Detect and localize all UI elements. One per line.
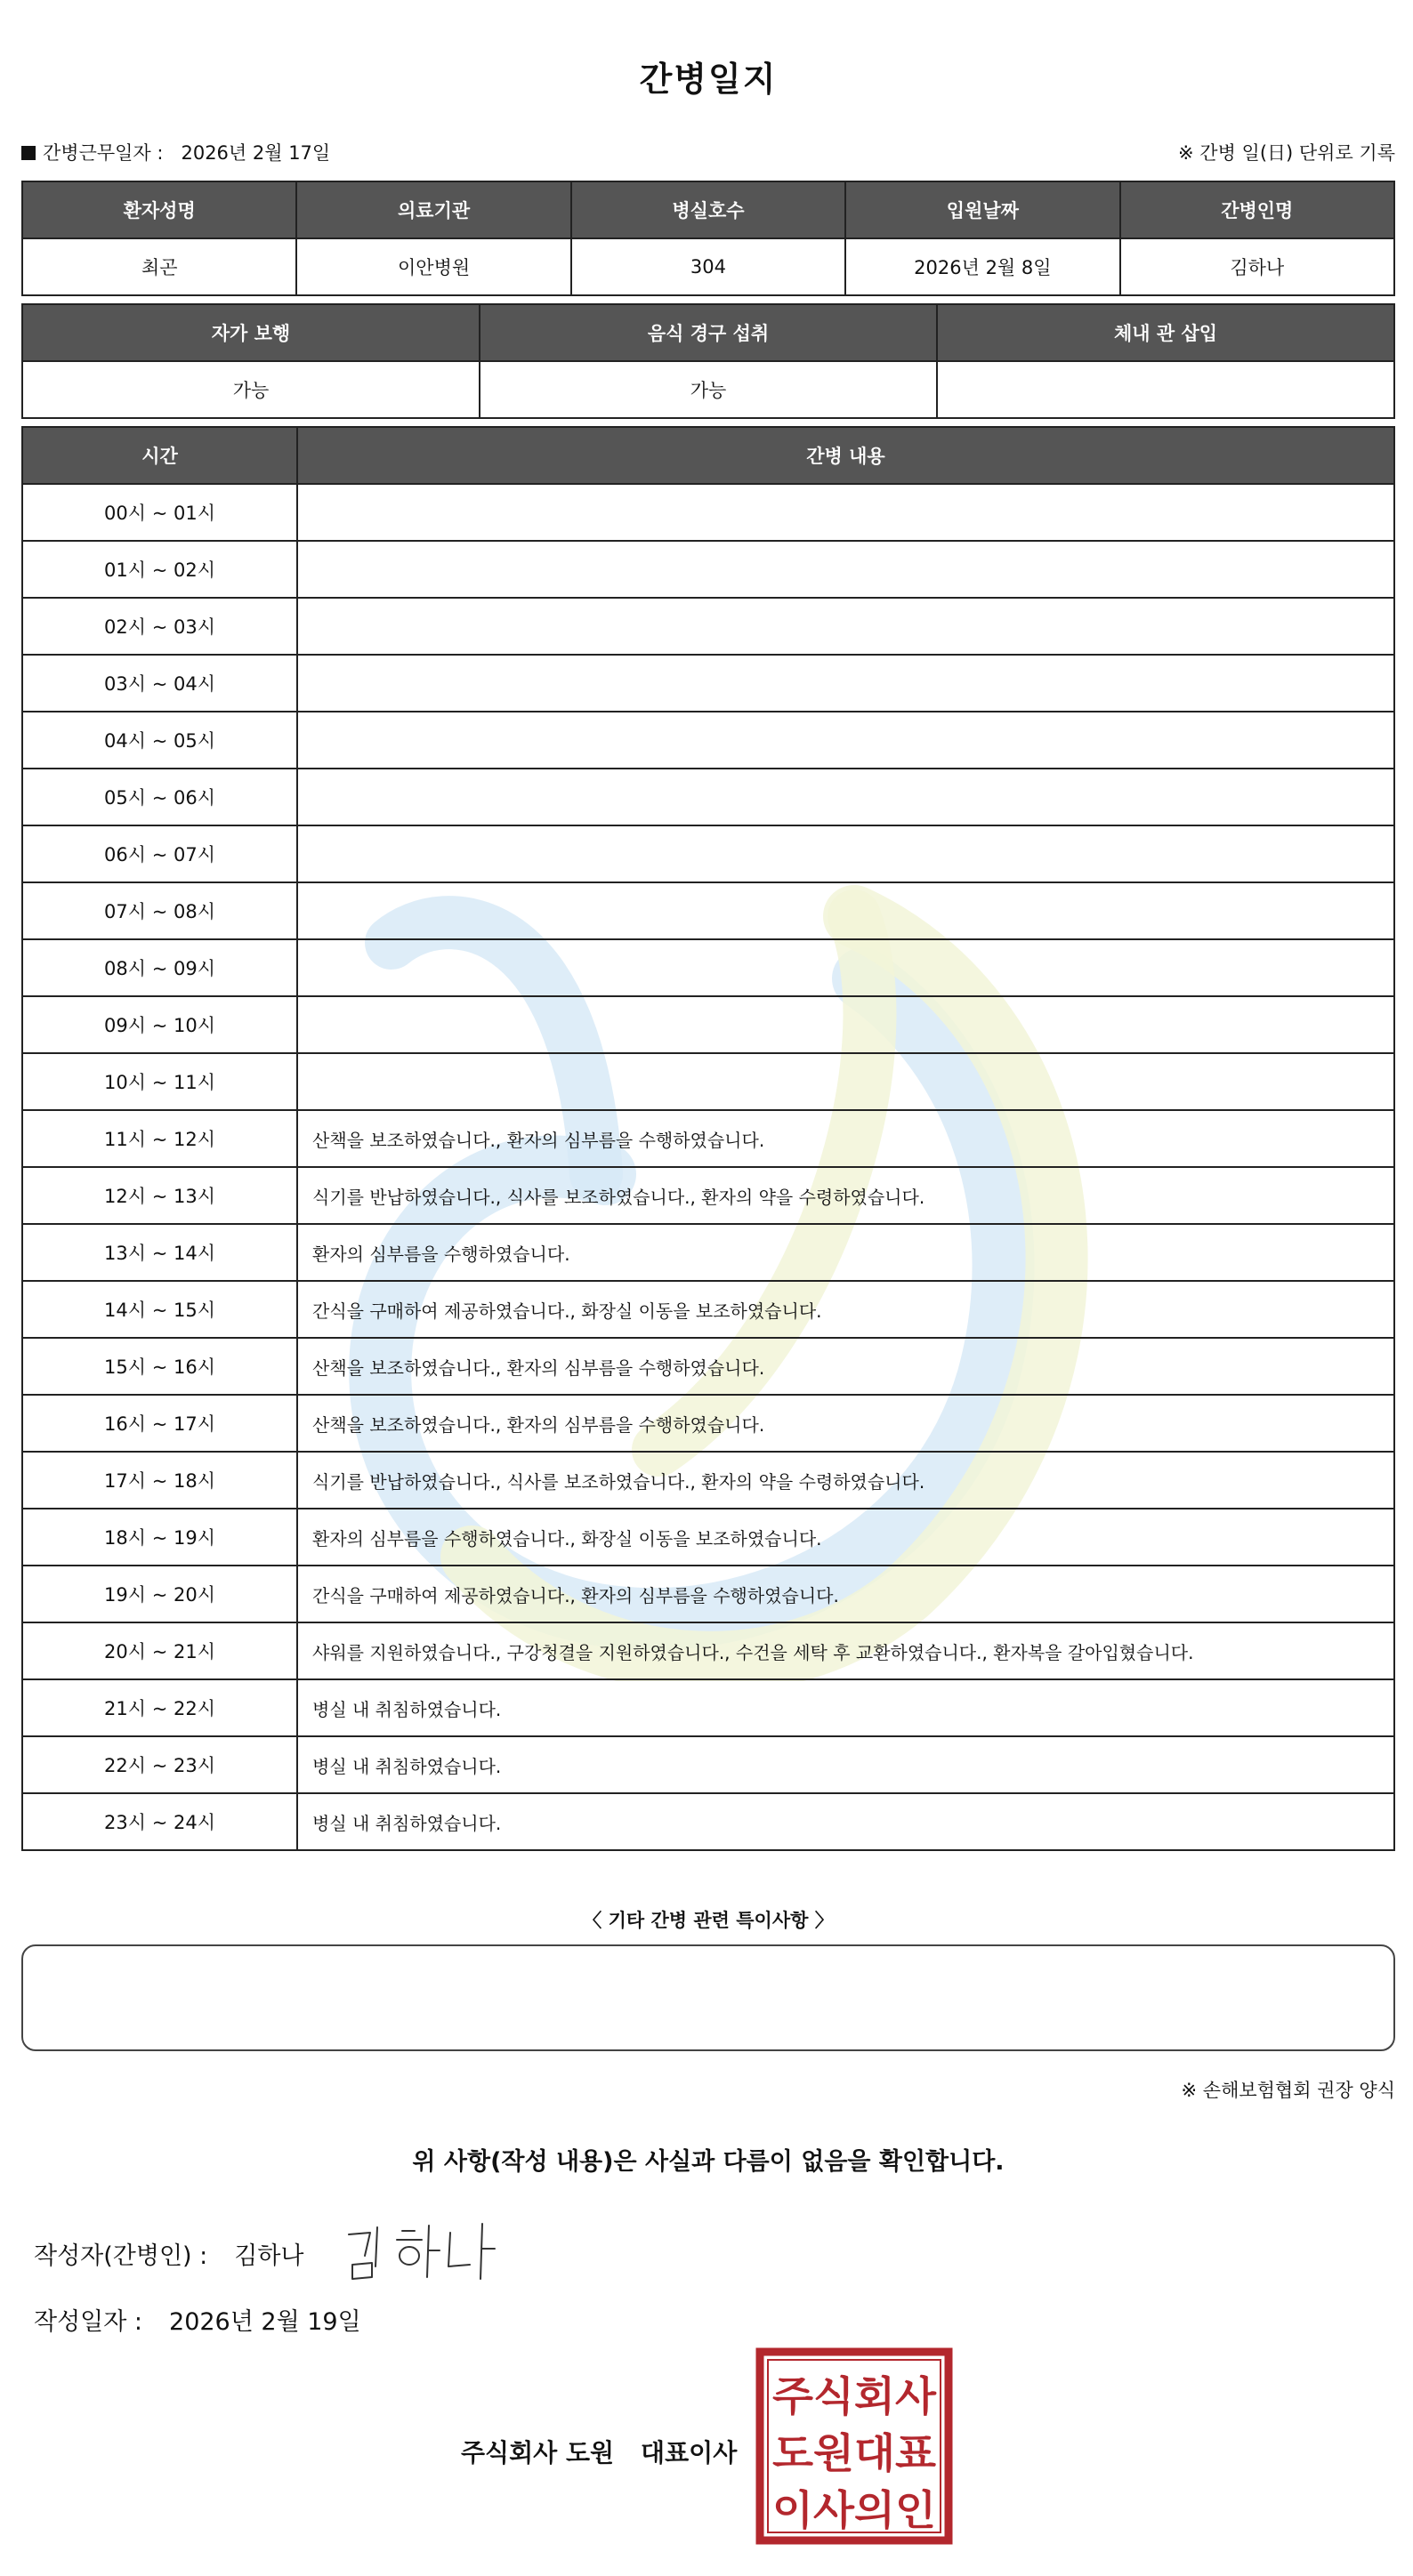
patient-info-table <box>21 181 1395 296</box>
patient-info-value-row <box>22 238 1394 295</box>
company-name: 주식회사 도원 <box>461 2438 615 2467</box>
document-title: 간병일지 <box>639 60 778 99</box>
care-log-content: 간식을 구매하여 제공하였습니다., 화장실 이동을 보조하였습니다. <box>297 1281 1394 1338</box>
writer-name: 김하나 <box>234 2242 304 2270</box>
care-log-content <box>297 541 1394 598</box>
care-log-row <box>22 541 1394 598</box>
patient-status-table <box>21 303 1395 419</box>
header-tube-insertion: 체내 관 삽입 <box>937 304 1394 361</box>
care-log-content: 산책을 보조하였습니다., 환자의 심부름을 수행하였습니다. <box>297 1395 1394 1452</box>
room-number: 304 <box>571 238 845 295</box>
care-log-row <box>22 825 1394 882</box>
work-date-value: 2026년 2월 17일 <box>181 142 331 164</box>
seal-line-3: 이사의인 <box>772 2486 936 2534</box>
care-log-row <box>22 996 1394 1053</box>
patient-name: 최곤 <box>22 238 296 295</box>
care-log-time: 18시 ~ 19시 <box>22 1509 297 1566</box>
confirmation-statement: 위 사항(작성 내용)은 사실과 다름이 없음을 확인합니다. <box>412 2148 1005 2176</box>
header-oral-intake: 음식 경구 섭취 <box>480 304 937 361</box>
company-seal-stamp <box>755 2347 954 2546</box>
care-log-time: 10시 ~ 11시 <box>22 1053 297 1110</box>
header-admission-date: 입원날짜 <box>845 181 1119 238</box>
written-date-line <box>34 2302 361 2337</box>
caregiver-name: 김하나 <box>1120 238 1394 295</box>
status-header-row <box>22 304 1394 361</box>
care-log-content: 산책을 보조하였습니다., 환자의 심부름을 수행하였습니다. <box>297 1338 1394 1395</box>
square-bullet-icon <box>21 146 36 160</box>
care-log-row <box>22 769 1394 825</box>
care-log-content: 간식을 구매하여 제공하였습니다., 환자의 심부름을 수행하였습니다. <box>297 1566 1394 1622</box>
care-log-content: 환자의 심부름을 수행하였습니다., 화장실 이동을 보조하였습니다. <box>297 1509 1394 1566</box>
written-date-value: 2026년 2월 19일 <box>169 2308 361 2336</box>
care-log-row <box>22 939 1394 996</box>
care-log-row <box>22 1452 1394 1509</box>
patient-info-header-row <box>22 181 1394 238</box>
care-log-content: 병실 내 취침하였습니다. <box>297 1793 1394 1850</box>
care-log-content <box>297 939 1394 996</box>
care-log-time: 07시 ~ 08시 <box>22 882 297 939</box>
ceo-label: 대표이사 <box>641 2438 738 2467</box>
care-log-row <box>22 1224 1394 1281</box>
header-patient-name: 환자성명 <box>22 181 296 238</box>
care-log-time: 19시 ~ 20시 <box>22 1566 297 1622</box>
notes-box <box>21 1944 1395 2051</box>
care-log-row <box>22 655 1394 712</box>
care-log-row <box>22 1566 1394 1622</box>
care-log-row <box>22 1793 1394 1850</box>
care-log-row <box>22 1679 1394 1736</box>
care-log-time: 20시 ~ 21시 <box>22 1622 297 1679</box>
record-note: ※ 간병 일(日) 단위로 기록 <box>1178 142 1395 164</box>
care-log-content <box>297 655 1394 712</box>
care-log-row <box>22 1167 1394 1224</box>
care-log-row <box>22 712 1394 769</box>
care-log-content <box>297 769 1394 825</box>
care-log-time: 12시 ~ 13시 <box>22 1167 297 1224</box>
care-log-time: 06시 ~ 07시 <box>22 825 297 882</box>
header-caregiver-name: 간병인명 <box>1120 181 1394 238</box>
care-log-row <box>22 598 1394 655</box>
care-log-time: 16시 ~ 17시 <box>22 1395 297 1452</box>
care-log-row <box>22 1053 1394 1110</box>
tube-insertion <box>937 361 1394 418</box>
care-log-time: 11시 ~ 12시 <box>22 1110 297 1167</box>
meta-row <box>21 139 1395 167</box>
institution: 이안병원 <box>296 238 570 295</box>
care-log-row <box>22 1110 1394 1167</box>
care-log-row <box>22 1281 1394 1338</box>
written-date-label: 작성일자 : <box>34 2308 143 2336</box>
care-log-row <box>22 1395 1394 1452</box>
work-date <box>21 139 330 165</box>
care-log-content: 병실 내 취침하였습니다. <box>297 1679 1394 1736</box>
care-log-row <box>22 1338 1394 1395</box>
care-log-time: 15시 ~ 16시 <box>22 1338 297 1395</box>
self-walking: 가능 <box>22 361 480 418</box>
care-log-time: 04시 ~ 05시 <box>22 712 297 769</box>
care-log-time: 22시 ~ 23시 <box>22 1736 297 1793</box>
care-log-content: 식기를 반납하였습니다., 식사를 보조하였습니다., 환자의 약을 수령하였습니다. <box>297 1452 1394 1509</box>
seal-line-2: 도원대표 <box>772 2429 937 2477</box>
care-log-content <box>297 484 1394 541</box>
header-care-content: 간병 내용 <box>297 427 1394 484</box>
care-log-row <box>22 484 1394 541</box>
care-log-content: 산책을 보조하였습니다., 환자의 심부름을 수행하였습니다. <box>297 1110 1394 1167</box>
care-log-time: 03시 ~ 04시 <box>22 655 297 712</box>
status-value-row <box>22 361 1394 418</box>
care-log-time: 00시 ~ 01시 <box>22 484 297 541</box>
form-note: ※ 손해보험협회 권장 양식 <box>1181 2080 1395 2101</box>
care-log-time: 02시 ~ 03시 <box>22 598 297 655</box>
header-self-walking: 자가 보행 <box>22 304 480 361</box>
care-log-content: 식기를 반납하였습니다., 식사를 보조하였습니다., 환자의 약을 수령하였습니다. <box>297 1167 1394 1224</box>
care-log-content <box>297 882 1394 939</box>
header-time: 시간 <box>22 427 297 484</box>
care-log-content <box>297 712 1394 769</box>
care-log-content <box>297 598 1394 655</box>
care-log-time: 09시 ~ 10시 <box>22 996 297 1053</box>
care-log-time: 17시 ~ 18시 <box>22 1452 297 1509</box>
care-log-content <box>297 996 1394 1053</box>
care-log-table <box>21 426 1395 1851</box>
header-room-number: 병실호수 <box>571 181 845 238</box>
care-log-content <box>297 1053 1394 1110</box>
company-line <box>461 2434 737 2469</box>
header-institution: 의료기관 <box>296 181 570 238</box>
care-log-row <box>22 1509 1394 1566</box>
care-log-time: 14시 ~ 15시 <box>22 1281 297 1338</box>
admission-date: 2026년 2월 8일 <box>845 238 1119 295</box>
care-log-time: 23시 ~ 24시 <box>22 1793 297 1850</box>
notes-title: 〈 기타 간병 관련 특이사항 〉 <box>583 1910 834 1931</box>
care-log-header-row <box>22 427 1394 484</box>
care-log-content: 환자의 심부름을 수행하였습니다. <box>297 1224 1394 1281</box>
care-log-time: 01시 ~ 02시 <box>22 541 297 598</box>
seal-line-1: 주식회사 <box>772 2372 937 2420</box>
care-log-content <box>297 825 1394 882</box>
care-log-row <box>22 1622 1394 1679</box>
handwritten-signature <box>340 2215 500 2286</box>
care-log-row <box>22 1736 1394 1793</box>
care-log-content: 샤워를 지원하였습니다., 구강청결을 지원하였습니다., 수건을 세탁 후 교환하였습니다., 환자복을 갈아입혔습니다. <box>297 1622 1394 1679</box>
care-log-row <box>22 882 1394 939</box>
care-log-time: 13시 ~ 14시 <box>22 1224 297 1281</box>
care-log-time: 21시 ~ 22시 <box>22 1679 297 1736</box>
oral-intake: 가능 <box>480 361 937 418</box>
care-log-time: 05시 ~ 06시 <box>22 769 297 825</box>
care-log-content: 병실 내 취침하였습니다. <box>297 1736 1394 1793</box>
care-log-body <box>22 484 1394 1850</box>
work-date-label: 간병근무일자 : <box>43 142 164 164</box>
writer-line <box>34 2236 304 2271</box>
writer-label: 작성자(간병인) : <box>34 2242 208 2270</box>
care-log-time: 08시 ~ 09시 <box>22 939 297 996</box>
